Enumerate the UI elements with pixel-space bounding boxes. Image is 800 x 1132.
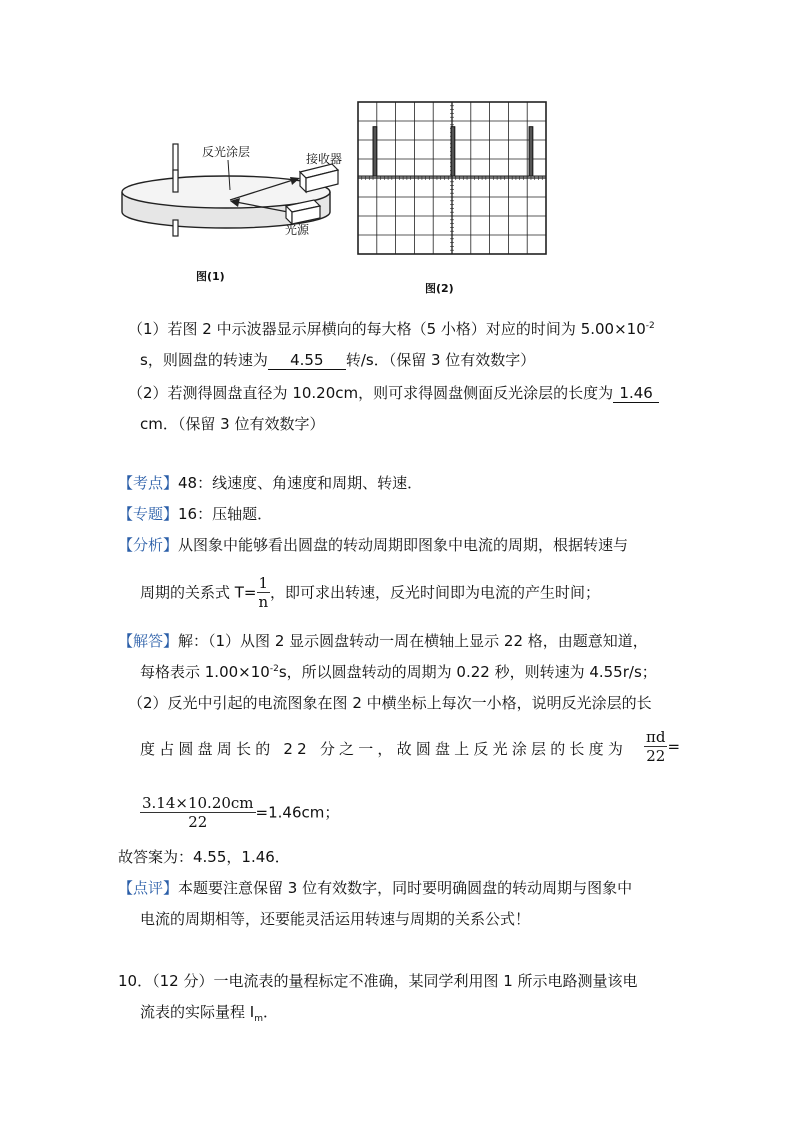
q2-line-2: [140, 413, 324, 434]
q1-prefix: （1）若图 2 中示波器显示屏横向的每大格（5 小格）对应的时间为 5.00×10: [128, 320, 646, 338]
kaodian-text: 48：线速度、角速度和周期、转速．: [178, 474, 423, 492]
jieda-line-1: [118, 630, 648, 651]
q2-suffix: cm．（保留 3 位有效数字）: [140, 415, 325, 433]
zhuanti-tag: 【专题】: [118, 505, 179, 523]
zhuanti-line: [118, 503, 272, 524]
fenxi-fraction: [257, 576, 271, 610]
fenxi-line-2: [140, 576, 600, 610]
q1-suffix: 转/s．（保留 3 位有效数字）: [345, 351, 536, 369]
label-light-source: 光源: [285, 223, 310, 237]
signal-pulse: [373, 127, 377, 176]
q10-text-2b: ．: [262, 1003, 278, 1021]
q1-unit: s，则圆盘的转速为: [140, 351, 268, 369]
q2-prefix: （2）若测得圆盘直径为 10.20cm，则可求得圆盘侧面反光涂层的长度为: [128, 384, 614, 402]
q2-answer: 1.46: [613, 384, 659, 403]
fenxi-text-2a: 周期的关系式 T=: [140, 583, 257, 602]
axle-bottom: [173, 220, 178, 236]
signal-pulse: [451, 127, 455, 176]
dianping-text-2: 电流的周期相等，还要能灵活运用转速与周期的关系公式！: [140, 910, 531, 928]
q10-text-2a: 流表的实际量程 I: [140, 1003, 255, 1021]
q1-line-2: [140, 349, 535, 370]
fenxi-tag: 【分析】: [118, 536, 179, 554]
figure-2-caption: 图(2): [425, 282, 454, 295]
jieda-text-1: 解：（1）从图 2 显示圆盘转动一周在横轴上显示 22 格，由题意知道，: [178, 632, 648, 650]
q10-sub: m: [254, 1014, 263, 1024]
signal-pulse: [529, 127, 533, 176]
q2-line-1: [128, 382, 659, 403]
jieda-eq: =: [667, 737, 681, 756]
fenxi-line-1: [118, 534, 628, 555]
fenxi-text-2b: ，即可求出转速，反光时间即为电流的产生时间；: [270, 583, 601, 602]
jieda-line-4: [140, 738, 627, 759]
figure-2-oscilloscope-screen: [352, 96, 552, 258]
jieda-text-2a: 每格表示 1.00×10: [140, 663, 270, 681]
jieda-text-4: 度占圆盘周长的 22 分之一，故圆盘上反光涂层的长度为: [140, 740, 628, 758]
fenxi-frac-num: 1: [258, 574, 269, 592]
q1-line-1: [128, 318, 655, 339]
jieda-exp: -2: [269, 664, 279, 674]
zhuanti-text: 16：压轴题．: [178, 505, 273, 523]
dianping-text-1: 本题要注意保留 3 位有效数字，同时要明确圆盘的转动周期与图象中: [178, 879, 633, 897]
jieda-line-5: [140, 796, 339, 830]
jieda-fraction-1: [644, 730, 680, 764]
q10-text-1: 10．（12 分）一电流表的量程标定不准确，某同学利用图 1 所示电路测量该电: [118, 972, 638, 990]
dianping-line-1: [118, 877, 632, 898]
answer-line: 故答案为：4.55，1.46．: [118, 848, 290, 866]
fenxi-frac-den: n: [258, 593, 269, 611]
jieda-line-2: [140, 661, 657, 682]
jieda-result: =1.46cm；: [255, 803, 340, 822]
jieda-line-3: [128, 692, 652, 713]
jieda-text-3: （2）反光中引起的电流图象在图 2 中横坐标上每次一小格，说明反光涂层的长: [128, 694, 652, 712]
label-reflective-coating: 反光涂层: [202, 145, 251, 159]
jieda-frac2-den: 22: [188, 813, 208, 831]
jieda-frac1-den: 22: [646, 747, 666, 765]
q1-answer: 4.55: [268, 351, 346, 370]
fenxi-text-1: 从图象中能够看出圆盘的转动周期即图象中电流的周期，根据转速与: [178, 536, 629, 554]
jieda-text-2b: s，所以圆盘转动的周期为 0.22 秒，则转速为 4.55r/s；: [278, 663, 657, 681]
dianping-tag: 【点评】: [118, 879, 179, 897]
label-receiver: 接收器: [306, 152, 343, 166]
q10-line-1: [118, 970, 638, 991]
q10-line-2: [140, 1001, 278, 1024]
dianping-line-2: [140, 908, 530, 929]
figure-1-caption: 图(1): [196, 270, 225, 283]
q1-exp: -2: [645, 321, 655, 331]
jieda-frac2-num: 3.14×10.20cm: [142, 794, 254, 812]
receiver-box: [300, 164, 338, 192]
jieda-tag: 【解答】: [118, 632, 179, 650]
kaodian-line: [118, 472, 422, 493]
kaodian-tag: 【考点】: [118, 474, 179, 492]
jieda-frac1-num: πd: [646, 728, 666, 746]
